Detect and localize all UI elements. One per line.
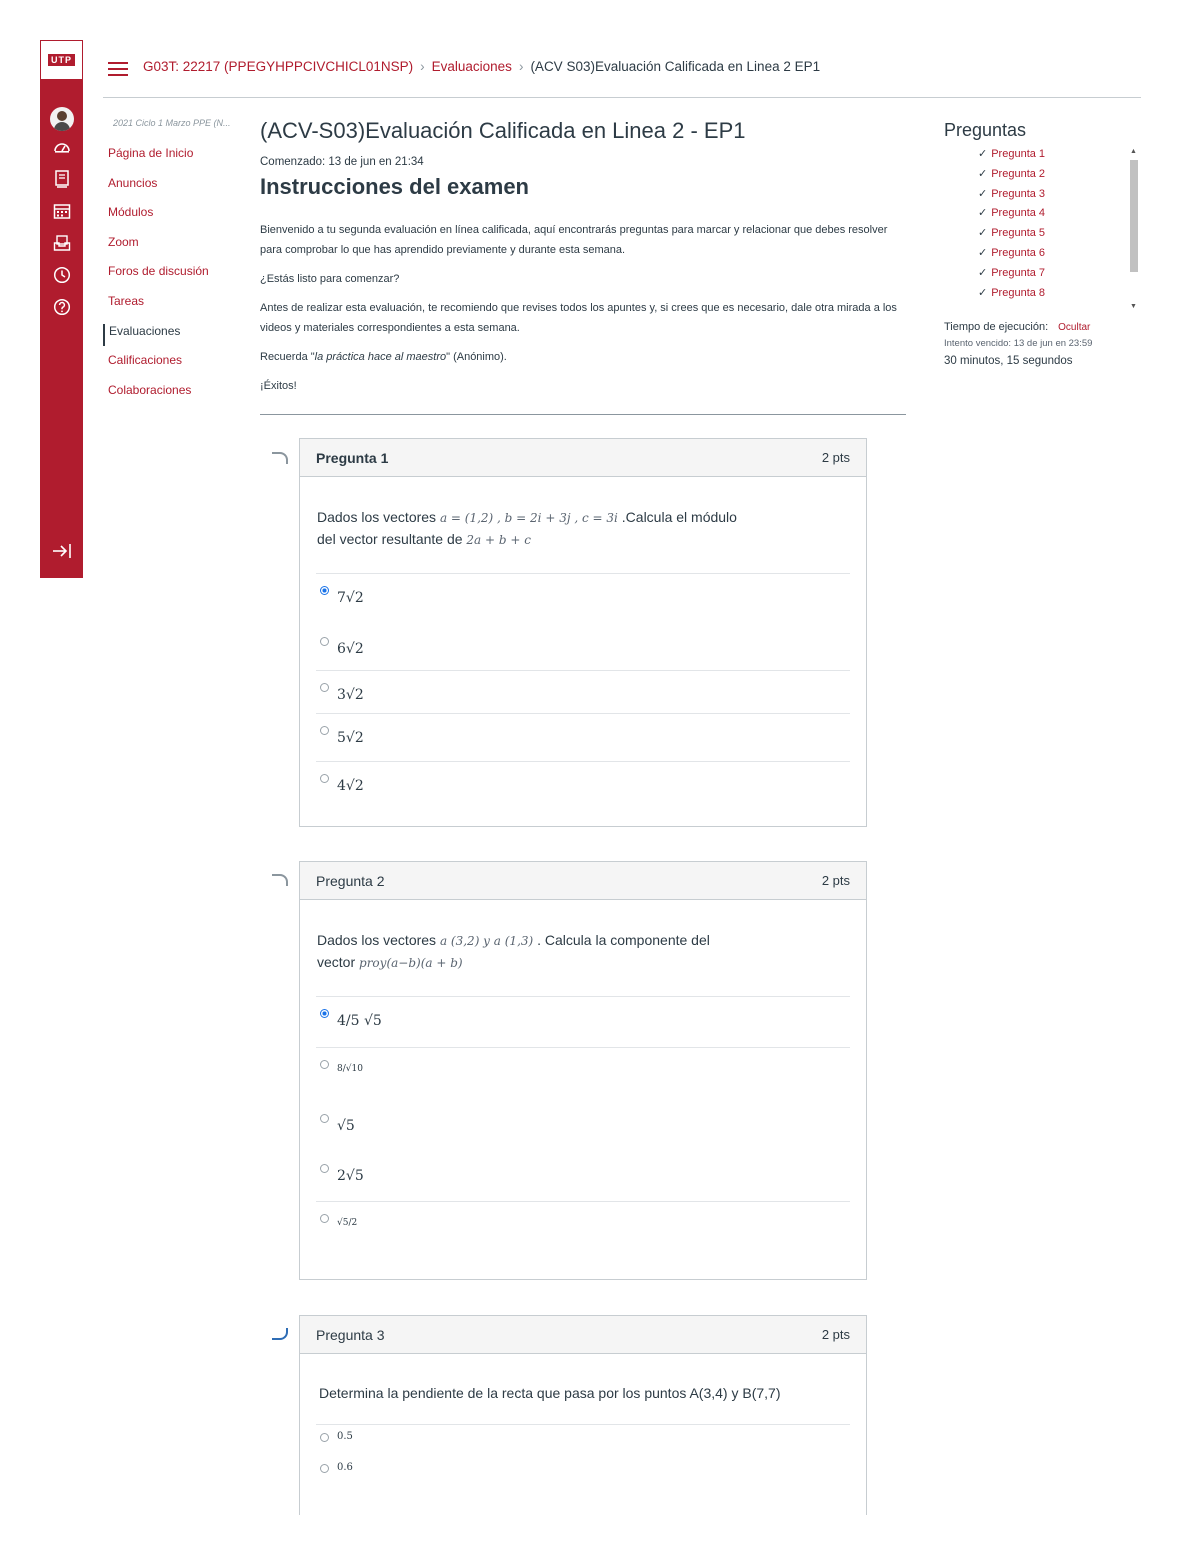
check-icon: ✓ <box>978 266 988 279</box>
logo-text: UTP <box>48 54 75 66</box>
sidebar-question-label: Pregunta 8 <box>991 286 1046 299</box>
instructions-title: Instrucciones del examen <box>260 174 529 199</box>
answer-value: 4/5 √5 <box>337 1013 382 1029</box>
instructions-intro: Bienvenido a tu segunda evaluación en línea calificada, aquí encontrarás preguntas para marcar y relacionar que debes resolver para comprobar lo que has aprendido previamente y durante esta semana. <box>260 224 888 256</box>
dashboard-icon[interactable] <box>40 135 83 167</box>
calendar-icon[interactable] <box>40 199 83 231</box>
question-math-a: a (3,2) y a (1,3) <box>439 934 534 948</box>
flag-icon[interactable] <box>272 452 288 464</box>
question-name: Pregunta 3 <box>316 1326 385 1343</box>
inbox-icon[interactable] <box>40 231 83 263</box>
sidebar-title: Preguntas <box>944 120 1027 140</box>
question-card <box>299 1315 867 1515</box>
flag-icon[interactable] <box>272 1328 288 1340</box>
course-nav-tareas[interactable]: Tareas <box>108 293 145 308</box>
sidebar-question-label: Pregunta 6 <box>991 246 1046 259</box>
radio-button[interactable] <box>320 637 329 646</box>
question-text-a: Dados los vectores <box>317 509 437 525</box>
question-text-c: vector <box>317 954 356 970</box>
check-icon: ✓ <box>978 286 988 299</box>
sidebar-question-5[interactable] <box>944 226 1142 246</box>
radio-button[interactable] <box>320 1164 329 1173</box>
flag-icon[interactable] <box>272 874 288 886</box>
page-title: (ACV-S03)Evaluación Calificada en Linea 2 - EP1 <box>260 118 746 143</box>
radio-button[interactable] <box>320 1464 329 1473</box>
instructions <box>260 220 906 396</box>
question-text-a: Dados los vectores <box>317 932 437 948</box>
sidebar-question-6[interactable] <box>944 246 1142 266</box>
question-card <box>299 438 867 827</box>
header-divider <box>103 97 1141 98</box>
sidebar-question-label: Pregunta 7 <box>991 266 1046 279</box>
recall-prefix: Recuerda " <box>260 351 315 363</box>
answer-option[interactable] <box>316 713 850 761</box>
question-math-c: 2a + b + c <box>466 533 531 547</box>
recall-suffix: " (Anónimo). <box>446 351 507 363</box>
quiz-started: Comenzado: 13 de jun en 21:34 <box>260 156 424 168</box>
time-remaining: 30 minutos, 15 segundos <box>944 355 1073 367</box>
chevron-right-icon: › <box>518 59 524 74</box>
sidebar-question-1[interactable] <box>944 147 1142 167</box>
question-math-c: proy(a−b)(a + b) <box>359 956 463 970</box>
courses-icon[interactable] <box>40 167 83 199</box>
answer-option[interactable] <box>316 761 850 811</box>
question-list <box>944 147 1142 309</box>
radio-button[interactable] <box>320 1009 329 1018</box>
sidebar-question-2[interactable] <box>944 167 1142 187</box>
answer-option[interactable] <box>316 1456 850 1486</box>
radio-button[interactable] <box>320 586 329 595</box>
question-list-scrollbar[interactable] <box>1129 148 1139 310</box>
radio-button[interactable] <box>320 1060 329 1069</box>
sidebar-question-label: Pregunta 1 <box>991 148 1046 160</box>
check-icon: ✓ <box>978 187 988 200</box>
answer-value: 0.5 <box>337 1431 353 1442</box>
course-nav-anuncios[interactable]: Anuncios <box>108 175 158 190</box>
sidebar-question-label: Pregunta 3 <box>991 187 1046 200</box>
answer-option[interactable] <box>316 1047 850 1102</box>
radio-button[interactable] <box>320 774 329 783</box>
global-nav <box>40 40 83 578</box>
question-text <box>300 900 866 996</box>
radio-button[interactable] <box>320 726 329 735</box>
radio-button[interactable] <box>320 1114 329 1123</box>
sidebar-question-label: Pregunta 4 <box>991 207 1046 220</box>
answer-option[interactable] <box>316 625 850 670</box>
sidebar-question-label: Pregunta 2 <box>991 167 1046 180</box>
course-nav-zoom[interactable]: Zoom <box>108 234 139 249</box>
answer-value: √5 <box>337 1118 355 1134</box>
quiz-main <box>260 118 906 405</box>
course-nav-foros[interactable]: Foros de discusión <box>108 264 209 279</box>
breadcrumb-course[interactable]: G03T: 22217 (PPEGYHPPCIVCHICL01NSP) <box>143 59 414 74</box>
answer-value: 6√2 <box>337 641 364 657</box>
instructions-divider <box>260 414 906 415</box>
instructions-review: Antes de realizar esta evaluación, te recomiendo que revises todos los apuntes y, si crees que es necesario, dale otra mirada a los videos y materiales correspondientes a esta semana. <box>260 302 897 334</box>
question-name: Pregunta 2 <box>316 872 385 889</box>
sidebar-question-8[interactable] <box>944 286 1142 306</box>
questions-sidebar <box>944 120 1142 367</box>
course-nav-inicio[interactable]: Página de Inicio <box>108 146 194 160</box>
user-avatar-icon[interactable] <box>50 107 74 131</box>
question-points: 2 pts <box>821 450 850 465</box>
sidebar-question-label: Pregunta 5 <box>991 227 1046 240</box>
scroll-up-icon[interactable]: ▲ <box>1130 148 1137 155</box>
question-text <box>300 477 866 573</box>
scrollbar-thumb[interactable] <box>1130 160 1138 272</box>
question-points: 2 pts <box>821 873 850 888</box>
breadcrumb-current: (ACV S03)Evaluación Calificada en Linea 2 EP1 <box>530 59 821 74</box>
collapse-icon[interactable] <box>40 538 83 570</box>
scroll-down-icon[interactable]: ▼ <box>1130 303 1137 310</box>
check-icon: ✓ <box>978 227 988 240</box>
breadcrumb <box>143 59 820 74</box>
recall-quote: la práctica hace al maestro <box>314 351 447 363</box>
timer-label: Tiempo de ejecución: <box>944 321 1049 333</box>
answer-option[interactable] <box>316 573 850 625</box>
breadcrumb-evaluaciones[interactable]: Evaluaciones <box>431 59 512 74</box>
instructions-recall <box>260 347 906 367</box>
question-text: Determina la pendiente de la recta que pasa por los puntos A(3,4) y B(7,7) <box>319 1385 781 1401</box>
quiz-timer <box>944 321 1142 367</box>
course-nav <box>103 118 233 412</box>
chevron-right-icon: › <box>420 59 425 74</box>
sidebar-question-4[interactable] <box>944 206 1142 226</box>
question-name: Pregunta 1 <box>316 449 389 466</box>
answer-option[interactable] <box>316 1152 850 1201</box>
question-header <box>300 1316 866 1354</box>
question-text-b: .Calcula el módulo <box>621 509 737 525</box>
answer-value: 8/√10 <box>337 1064 363 1074</box>
radio-button[interactable] <box>320 1433 329 1442</box>
question-card <box>299 861 867 1280</box>
answer-option[interactable] <box>316 1102 850 1152</box>
radio-button[interactable] <box>320 683 329 692</box>
question-text-b: . Calcula la componente del <box>537 932 710 948</box>
check-icon: ✓ <box>978 246 988 259</box>
course-nav-colaboraciones[interactable]: Colaboraciones <box>108 382 192 397</box>
course-term: 2021 Ciclo 1 Marzo PPE (N... <box>113 118 231 128</box>
instructions-ready: ¿Estás listo para comenzar? <box>260 273 400 285</box>
answer-value: 0.6 <box>337 1462 353 1473</box>
question-header <box>300 862 866 900</box>
course-nav-calificaciones[interactable]: Calificaciones <box>108 353 183 368</box>
answer-option[interactable] <box>316 1201 850 1251</box>
course-nav-evaluaciones[interactable]: Evaluaciones <box>103 324 233 346</box>
sidebar-question-3[interactable] <box>944 187 1142 207</box>
attempt-due: Intento vencido: 13 de jun en 23:59 <box>944 338 1093 349</box>
answer-value: 7√2 <box>337 590 364 606</box>
instructions-good-luck: ¡Éxitos! <box>260 380 297 392</box>
sidebar-question-7[interactable] <box>944 266 1142 286</box>
answer-value: 5√2 <box>337 730 364 746</box>
answer-value: 3√2 <box>337 687 364 703</box>
answer-value: 4√2 <box>337 778 364 794</box>
question-math-a: a = (1,2) , b = 2i + 3j , c = 3i <box>439 511 618 525</box>
answer-option[interactable] <box>316 1424 850 1456</box>
hide-timer-link[interactable]: Ocultar <box>1058 322 1091 333</box>
answer-option[interactable] <box>316 670 850 713</box>
radio-button[interactable] <box>320 1214 329 1223</box>
course-nav-modulos[interactable]: Módulos <box>108 205 154 220</box>
check-icon: ✓ <box>978 148 988 160</box>
answer-value: 2√5 <box>337 1168 364 1184</box>
question-text-c: del vector resultante de <box>317 531 463 547</box>
answer-option[interactable] <box>316 996 850 1047</box>
help-icon[interactable] <box>40 295 83 327</box>
history-icon[interactable] <box>40 263 83 295</box>
hamburger-icon[interactable] <box>108 62 128 76</box>
answer-value: √5/2 <box>337 1218 358 1228</box>
question-points: 2 pts <box>821 1327 850 1342</box>
utp-logo[interactable] <box>40 40 83 80</box>
check-icon: ✓ <box>978 167 988 180</box>
check-icon: ✓ <box>978 207 988 220</box>
question-header <box>300 439 866 477</box>
